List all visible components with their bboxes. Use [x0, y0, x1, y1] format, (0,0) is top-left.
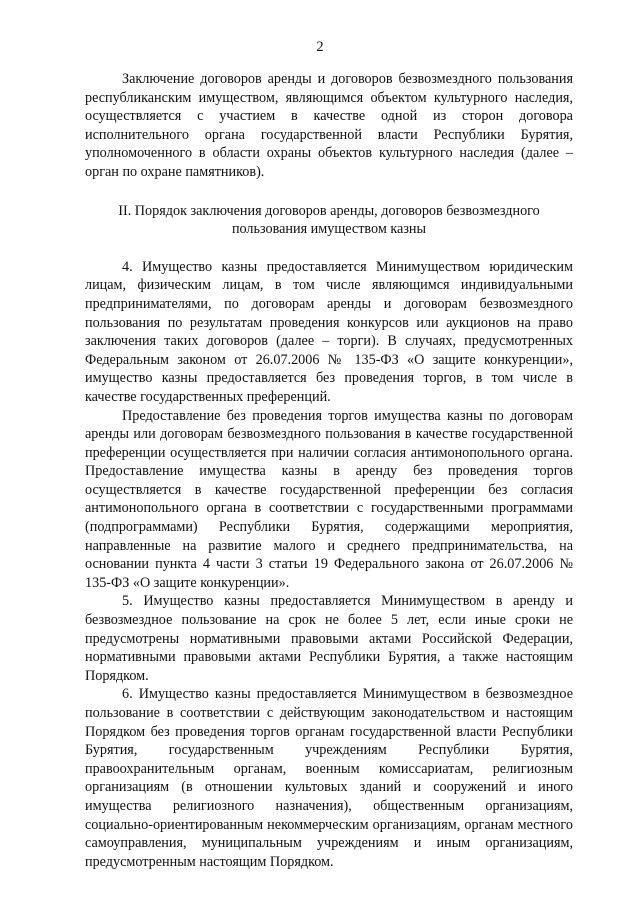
paragraph-item-5: 5. Имущество казны предоставляется Минимуществом в аренду и безвозмездное пользование на срок не более 5 лет, если иные сроки не предусмотрены нормативными правовыми актами Российской Федерации, нормативными правовыми актами Республики Бурятия, а также настоящим Порядком.	[85, 593, 573, 684]
document-body	[85, 70, 573, 871]
paragraph-preferences: Предоставление без проведения торгов имущества казны по договорам аренды или договорам безвозмездного пользования в качестве государственной преференции осуществляется при наличии согласия антимонопольного органа. Предоставление имущества казны в аренду без проведения торгов осуществляется в качестве государственной преференции без согласия антимонопольного органа в соответствии с государственными программами (подпрограммами) Республики Бурятия, содержащими мероприятия, направленные на развитие малого и среднего предпринимательства, на основании пункта 4 части 3 статьи 19 Федерального закона от 26.07.2006 № 135-ФЗ «О защите конкуренции».	[85, 407, 573, 591]
intro-paragraph: Заключение договоров аренды и договоров безвозмездного пользования республиканским имуществом, являющимся объектом культурного наследия, осуществляется с участием в качестве одной из сторон договора исполнительного органа государственной власти Республики Бурятия, уполномоченного в области охраны объектов культурного наследия (далее – орган по охране памятников).	[85, 71, 573, 180]
section-heading: II. Порядок заключения договоров аренды, договоров безвозмездного пользования имуществом казны	[118, 202, 540, 238]
paragraph-item-6: 6. Имущество казны предоставляется Минимуществом в безвозмездное пользование в соответствии с действующим законодательством и настоящим Порядком без проведения торгов органам государственной власти Республики Бурятия, государственным учреждениям Республики Бурятия, правоохранительным органам, военным комиссариатам, религиозным организациям (в отношении культовых зданий и сооружений и иного имущества религиозного назначения), общественным организациям, социально-ориентированным некоммерческим организациям, органам местного самоуправления, муниципальным учреждениям и иным организациям, предусмотренным настоящим Порядком.	[85, 686, 573, 870]
paragraph-item-4: 4. Имущество казны предоставляется Минимуществом юридическим лицам, физическим лицам, в том числе являющимся индивидуальными предпринимателями, по договорам аренды и договорам безвозмездного пользования по результатам проведения конкурсов или аукционов на право заключения таких договоров (далее – торги). В случаях, предусмотренных Федеральным законом от 26.07.2006 № 135-ФЗ «О защите конкуренции», имущество казны предоставляется без проведения торгов, в том числе в качестве государственных преференций.	[85, 258, 573, 405]
page-number: 2	[316, 39, 324, 55]
